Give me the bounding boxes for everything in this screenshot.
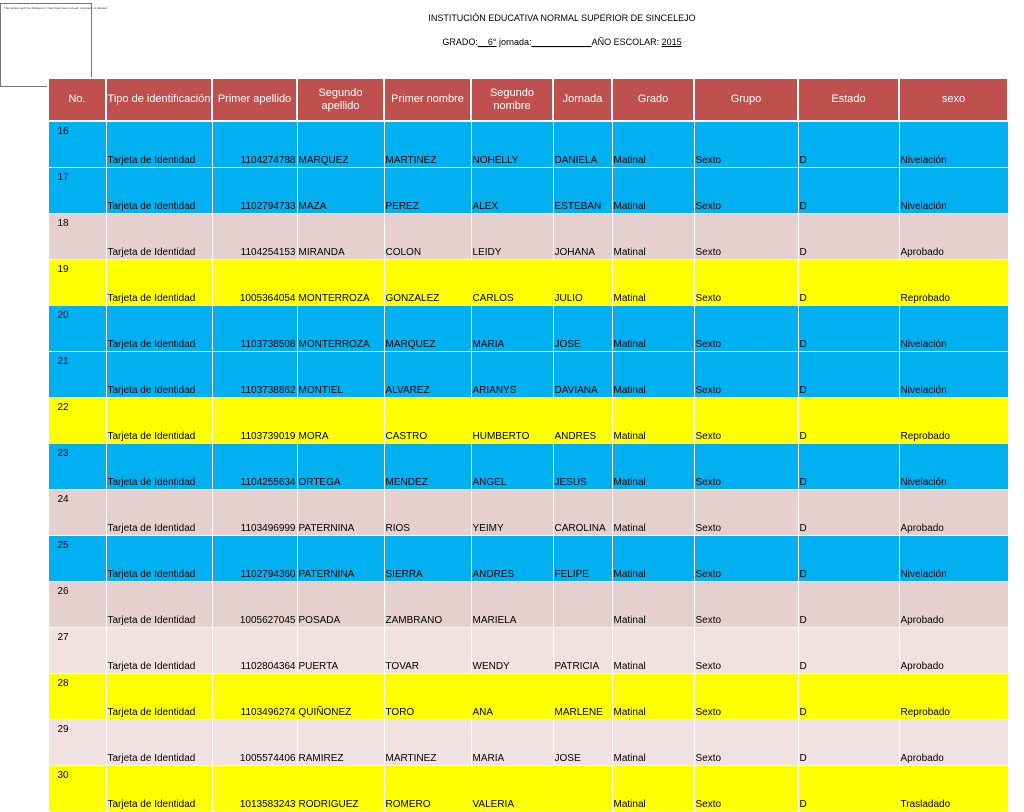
table-row <box>48 260 1008 306</box>
second-name-cell: JESUS <box>553 444 612 490</box>
grade-cell: Sexto <box>694 398 798 444</box>
id-number-cell: 1005574406 <box>212 720 297 766</box>
id-number-cell: 1103739019 <box>212 398 297 444</box>
group-cell: D <box>798 490 899 536</box>
shift-cell: Matinal <box>612 628 694 674</box>
id-type-cell: Tarjeta de Identidad <box>106 121 212 168</box>
column-header-primer-apellido: Primer apellido <box>212 78 297 121</box>
second-name-cell: CAROLINA <box>553 490 612 536</box>
id-number-cell: 1103738862 <box>212 352 297 398</box>
row-number: 19 <box>48 260 106 306</box>
shift-cell: Matinal <box>612 720 694 766</box>
table-row <box>48 398 1008 444</box>
first-name-cell: HUMBERTO <box>471 398 553 444</box>
second-surname-cell: RIOS <box>384 490 471 536</box>
id-number-cell: 1103496999 <box>212 490 297 536</box>
table-row <box>48 444 1008 490</box>
status-cell: Nivelación <box>899 306 1008 352</box>
grade-cell: Sexto <box>694 766 798 812</box>
group-cell: D <box>798 260 899 306</box>
column-header-primer-nombre: Primer nombre <box>384 78 471 121</box>
id-type-cell: Tarjeta de Identidad <box>106 306 212 352</box>
grado-value: __6° <box>477 37 497 47</box>
second-name-cell: JOSE <box>553 306 612 352</box>
group-cell: D <box>798 628 899 674</box>
first-surname-cell: PATERNINA <box>297 490 384 536</box>
first-name-cell: MARIELA <box>471 582 553 628</box>
first-surname-cell: RODRIGUEZ <box>297 766 384 812</box>
row-number: 18 <box>48 214 106 260</box>
jornada-value: ____________ <box>531 37 592 47</box>
first-name-cell: YEIMY <box>471 490 553 536</box>
grade-cell: Sexto <box>694 260 798 306</box>
id-number-cell: 1005364054 <box>212 260 297 306</box>
id-type-cell: Tarjeta de Identidad <box>106 674 212 720</box>
first-name-cell: ARIANYS <box>471 352 553 398</box>
row-number: 29 <box>48 720 106 766</box>
first-name-cell: CARLOS <box>471 260 553 306</box>
anio-value: 2015 <box>661 37 682 47</box>
status-cell: Reprobado <box>899 674 1008 720</box>
table-row <box>48 720 1008 766</box>
first-surname-cell: PUERTA <box>297 628 384 674</box>
shift-cell: Matinal <box>612 121 694 168</box>
status-cell: Aprobado <box>899 720 1008 766</box>
column-header-grado: Grado <box>612 78 694 121</box>
id-type-cell: Tarjeta de Identidad <box>106 536 212 582</box>
grade-line <box>0 37 1024 47</box>
group-cell: D <box>798 674 899 720</box>
row-number: 25 <box>48 536 106 582</box>
id-type-cell: Tarjeta de Identidad <box>106 720 212 766</box>
first-surname-cell: MORA <box>297 398 384 444</box>
column-header-segundo-apellido: Segundo apellido <box>297 78 384 121</box>
second-name-cell: JULIO <box>553 260 612 306</box>
second-name-cell <box>553 582 612 628</box>
table-row <box>48 628 1008 674</box>
second-name-cell <box>553 766 612 812</box>
grade-cell: Sexto <box>694 674 798 720</box>
first-surname-cell: ORTEGA <box>297 444 384 490</box>
second-surname-cell: MARTINEZ <box>384 720 471 766</box>
column-header-tipo-identificacion: Tipo de identificación <box>106 78 212 121</box>
id-type-cell: Tarjeta de Identidad <box>106 168 212 214</box>
status-cell: Nivelación <box>899 536 1008 582</box>
id-number-cell: 1102794733 <box>212 168 297 214</box>
group-cell: D <box>798 214 899 260</box>
second-surname-cell: GONZALEZ <box>384 260 471 306</box>
second-name-cell: DANIELA <box>553 121 612 168</box>
column-header-sexo: sexo <box>899 78 1008 121</box>
column-header-grupo: Grupo <box>694 78 798 121</box>
second-surname-cell: CASTRO <box>384 398 471 444</box>
column-header-jornada: Jornada <box>553 78 612 121</box>
shift-cell: Matinal <box>612 536 694 582</box>
student-roster-table <box>47 77 1009 812</box>
first-surname-cell: MONTIEL <box>297 352 384 398</box>
id-type-cell: Tarjeta de Identidad <box>106 628 212 674</box>
group-cell: D <box>798 168 899 214</box>
table-row <box>48 674 1008 720</box>
grade-cell: Sexto <box>694 306 798 352</box>
second-name-cell: JOSE <box>553 720 612 766</box>
second-surname-cell: SIERRA <box>384 536 471 582</box>
row-number: 28 <box>48 674 106 720</box>
first-surname-cell: MONTERROZA <box>297 306 384 352</box>
status-cell: Aprobado <box>899 628 1008 674</box>
second-name-cell: JOHANA <box>553 214 612 260</box>
group-cell: D <box>798 398 899 444</box>
table-body <box>48 121 1008 812</box>
group-cell: D <box>798 306 899 352</box>
grade-cell: Sexto <box>694 121 798 168</box>
grade-cell: Sexto <box>694 352 798 398</box>
second-name-cell: ESTEBAN <box>553 168 612 214</box>
group-cell: D <box>798 536 899 582</box>
first-name-cell: WENDY <box>471 628 553 674</box>
column-header-no: No. <box>48 78 106 121</box>
grade-cell: Sexto <box>694 720 798 766</box>
table-row <box>48 766 1008 812</box>
first-surname-cell: MONTERROZA <box>297 260 384 306</box>
second-surname-cell: MARTINEZ <box>384 121 471 168</box>
status-cell: Aprobado <box>899 214 1008 260</box>
first-name-cell: NOHELLY <box>471 121 553 168</box>
first-name-cell: ANGEL <box>471 444 553 490</box>
first-name-cell: ALEX <box>471 168 553 214</box>
grade-cell: Sexto <box>694 214 798 260</box>
table-row <box>48 214 1008 260</box>
id-number-cell: 1103496274 <box>212 674 297 720</box>
first-surname-cell: RAMIREZ <box>297 720 384 766</box>
second-surname-cell: MENDEZ <box>384 444 471 490</box>
grade-cell: Sexto <box>694 628 798 674</box>
broken-image-text: The picture can't be displayed. It may have been moved, renamed, or deleted. <box>4 6 108 10</box>
first-surname-cell: MARQUEZ <box>297 121 384 168</box>
second-surname-cell: MARQUEZ <box>384 306 471 352</box>
row-number: 20 <box>48 306 106 352</box>
row-number: 21 <box>48 352 106 398</box>
second-name-cell: MARLENE <box>553 674 612 720</box>
id-type-cell: Tarjeta de Identidad <box>106 398 212 444</box>
row-number: 22 <box>48 398 106 444</box>
id-number-cell: 1013583243 <box>212 766 297 812</box>
table-row <box>48 352 1008 398</box>
anio-label: AÑO ESCOLAR: <box>591 37 662 47</box>
row-number: 16 <box>48 121 106 168</box>
second-surname-cell: COLON <box>384 214 471 260</box>
second-name-cell: ANDRES <box>553 398 612 444</box>
id-number-cell: 1103738508 <box>212 306 297 352</box>
status-cell: Trasladado <box>899 766 1008 812</box>
grade-cell: Sexto <box>694 168 798 214</box>
first-name-cell: MARIA <box>471 306 553 352</box>
id-number-cell: 1102804364 <box>212 628 297 674</box>
first-surname-cell: QUIÑONEZ <box>297 674 384 720</box>
grade-cell: Sexto <box>694 582 798 628</box>
second-surname-cell: PEREZ <box>384 168 471 214</box>
grade-cell: Sexto <box>694 490 798 536</box>
row-number: 24 <box>48 490 106 536</box>
id-number-cell: 1104254153 <box>212 214 297 260</box>
id-number-cell: 1104274788 <box>212 121 297 168</box>
table-row <box>48 121 1008 168</box>
shift-cell: Matinal <box>612 352 694 398</box>
first-surname-cell: POSADA <box>297 582 384 628</box>
id-type-cell: Tarjeta de Identidad <box>106 444 212 490</box>
table-row <box>48 306 1008 352</box>
id-type-cell: Tarjeta de Identidad <box>106 352 212 398</box>
first-name-cell: VALERIA <box>471 766 553 812</box>
first-name-cell: MARIA <box>471 720 553 766</box>
row-number: 26 <box>48 582 106 628</box>
row-number: 17 <box>48 168 106 214</box>
first-surname-cell: PATERNINA <box>297 536 384 582</box>
first-surname-cell: MIRANDA <box>297 214 384 260</box>
status-cell: Aprobado <box>899 582 1008 628</box>
shift-cell: Matinal <box>612 490 694 536</box>
second-surname-cell: ROMERO <box>384 766 471 812</box>
status-cell: Nivelación <box>899 168 1008 214</box>
jornada-label: jornada: <box>496 37 532 47</box>
second-surname-cell: TORO <box>384 674 471 720</box>
table-row <box>48 536 1008 582</box>
grade-cell: Sexto <box>694 536 798 582</box>
institution-title: INSTITUCIÓN EDUCATIVA NORMAL SUPERIOR DE SINCELEJO <box>428 13 696 23</box>
first-name-cell: ANDRES <box>471 536 553 582</box>
id-type-cell: Tarjeta de Identidad <box>106 766 212 812</box>
shift-cell: Matinal <box>612 674 694 720</box>
second-surname-cell: TOVAR <box>384 628 471 674</box>
column-header-estado: Estado <box>798 78 899 121</box>
status-cell: Aprobado <box>899 490 1008 536</box>
second-surname-cell: ALVAREZ <box>384 352 471 398</box>
id-type-cell: Tarjeta de Identidad <box>106 582 212 628</box>
first-name-cell: ANA <box>471 674 553 720</box>
group-cell: D <box>798 720 899 766</box>
second-name-cell: FELIPE <box>553 536 612 582</box>
id-type-cell: Tarjeta de Identidad <box>106 490 212 536</box>
second-name-cell: DAVIANA <box>553 352 612 398</box>
shift-cell: Matinal <box>612 398 694 444</box>
shift-cell: Matinal <box>612 444 694 490</box>
second-name-cell: PATRICIA <box>553 628 612 674</box>
id-number-cell: 1104255634 <box>212 444 297 490</box>
shift-cell: Matinal <box>612 214 694 260</box>
row-number: 30 <box>48 766 106 812</box>
row-number: 27 <box>48 628 106 674</box>
first-surname-cell: MAZA <box>297 168 384 214</box>
table-row <box>48 168 1008 214</box>
group-cell: D <box>798 444 899 490</box>
status-cell: Nivelación <box>899 352 1008 398</box>
id-number-cell: 1005627045 <box>212 582 297 628</box>
column-header-segundo-nombre: Segundo nombre <box>471 78 553 121</box>
shift-cell: Matinal <box>612 168 694 214</box>
table-row <box>48 582 1008 628</box>
id-number-cell: 1102794360 <box>212 536 297 582</box>
id-type-cell: Tarjeta de Identidad <box>106 260 212 306</box>
second-surname-cell: ZAMBRANO <box>384 582 471 628</box>
status-cell: Nivelación <box>899 444 1008 490</box>
shift-cell: Matinal <box>612 260 694 306</box>
grade-cell: Sexto <box>694 444 798 490</box>
shift-cell: Matinal <box>612 766 694 812</box>
grado-label: GRADO: <box>442 37 478 47</box>
table-header-row <box>48 78 1008 121</box>
group-cell: D <box>798 766 899 812</box>
group-cell: D <box>798 121 899 168</box>
table-row <box>48 490 1008 536</box>
status-cell: Nivelación <box>899 121 1008 168</box>
shift-cell: Matinal <box>612 582 694 628</box>
first-name-cell: LEIDY <box>471 214 553 260</box>
id-type-cell: Tarjeta de Identidad <box>106 214 212 260</box>
status-cell: Reprobado <box>899 398 1008 444</box>
shift-cell: Matinal <box>612 306 694 352</box>
status-cell: Reprobado <box>899 260 1008 306</box>
group-cell: D <box>798 352 899 398</box>
row-number: 23 <box>48 444 106 490</box>
group-cell: D <box>798 582 899 628</box>
